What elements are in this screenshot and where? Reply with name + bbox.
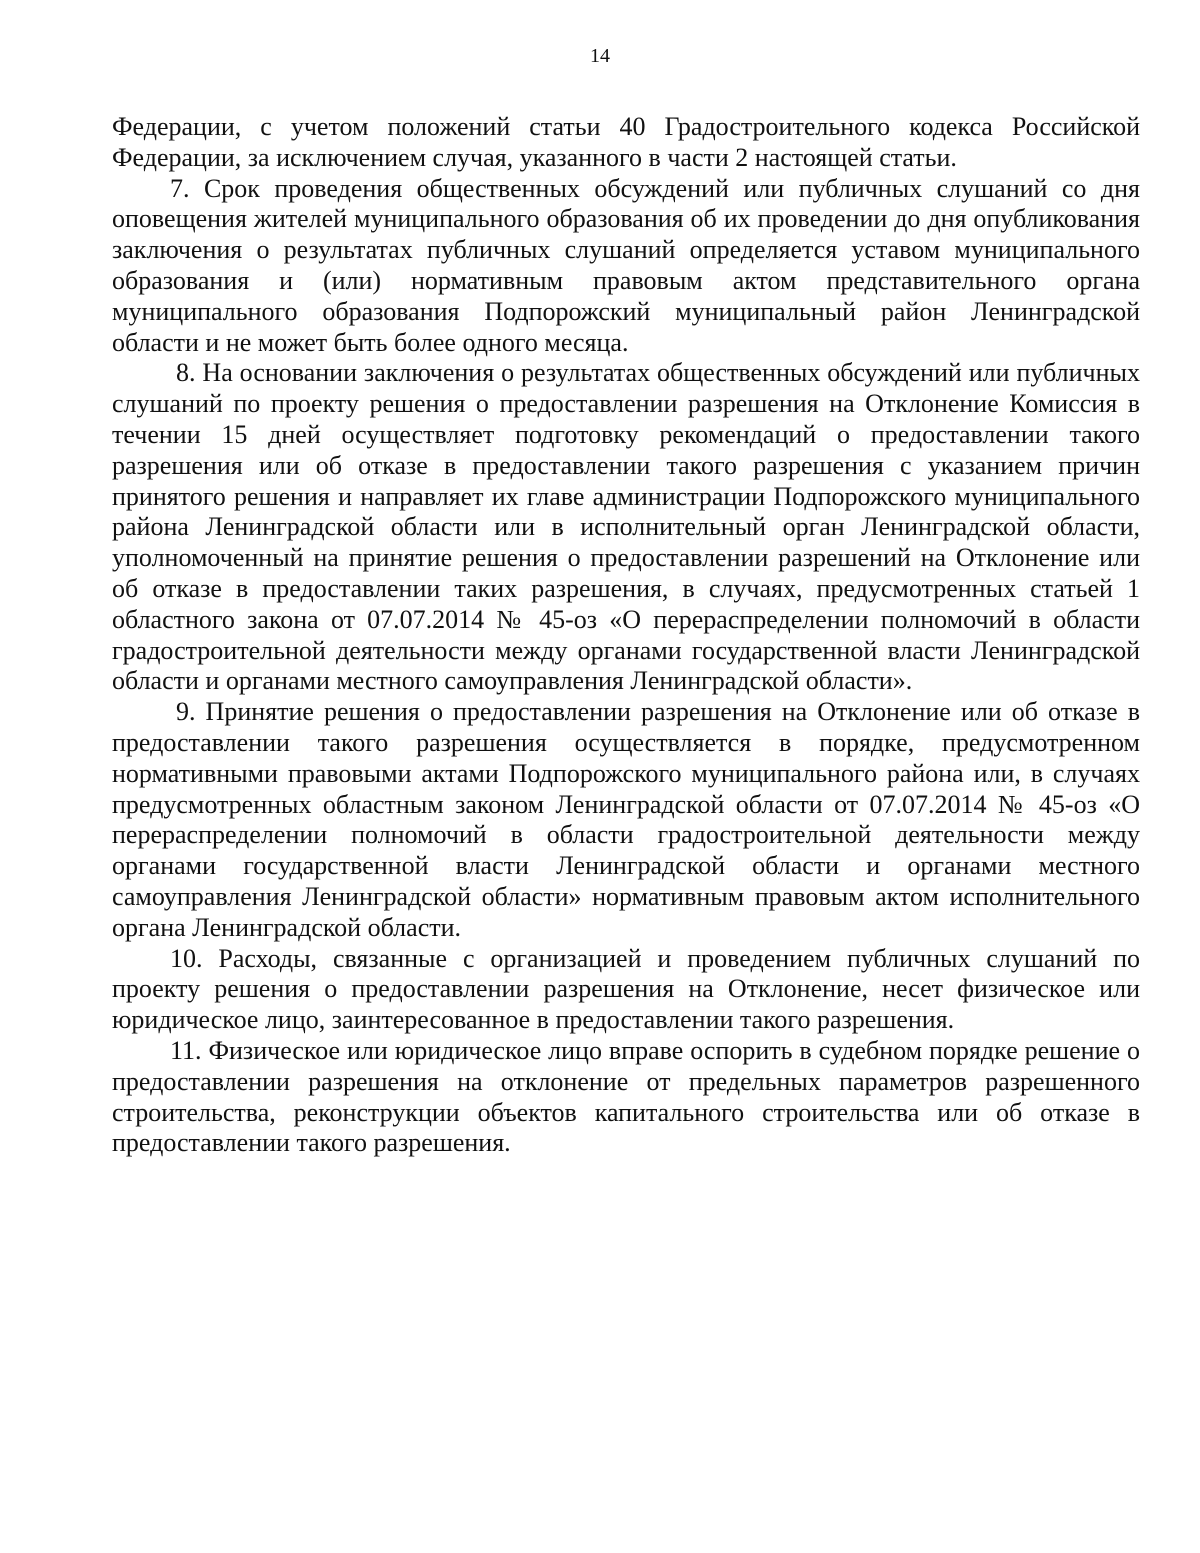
paragraph-item-8: 8. На основании заключения о результатах общественных обсуждений или публичных слушаний по проекту решения о предоставлении разрешения на Отклонение Комиссия в течении 15 дней осуществляет подготовку рекомендаций о предоставлении такого разрешения или об отказе в предоставлении такого разрешения с указанием причин принятого решения и направляет их главе администрации Подпорожского муниципального района Ленинградской области или в исполнительный орган Ленинградской области, уполномоченный на принятие решения о предоставлении разрешений на Отклонение или об отказе в предоставлении таких разрешения, в случаях, предусмотренных статьей 1 областного закона от 07.07.2014 № 45-оз «О перераспределении полномочий в области градостроительной деятельности между органами государственной власти Ленинградской области и органами местного самоуправления Ленинградской области». bbox=[112, 358, 1140, 696]
paragraph-item-7: 7. Срок проведения общественных обсуждений или публичных слушаний со дня оповещения жителей муниципального образования об их проведении до дня опубликования заключения о результатах публичных слушаний определяется уставом муниципального образования и (или) нормативным правовым актом представительного органа муниципального образования Подпорожский муниципальный район Ленинградской области и не может быть более одного месяца. bbox=[112, 173, 1140, 357]
paragraph-item-9: 9. Принятие решения о предоставлении разрешения на Отклонение или об отказе в предоставлении такого разрешения осуществляется в порядке, предусмотренном нормативными правовыми актами Подпорожского муниципального района или, в случаях предусмотренных областным законом Ленинградской области от 07.07.2014 № 45-оз «О перераспределении полномочий в области градостроительной деятельности между органами государственной власти Ленинградской области и органами местного самоуправления Ленинградской области» нормативным правовым актом исполнительного органа Ленинградской области. bbox=[112, 697, 1140, 942]
document-body bbox=[112, 112, 1140, 1159]
paragraph-item-10: 10. Расходы, связанные с организацией и проведением публичных слушаний по проекту решения о предоставлении разрешения на Отклонение, несет физическое или юридическое лицо, заинтересованное в предоставлении такого разрешения. bbox=[112, 943, 1140, 1035]
paragraph-item-11: 11. Физическое или юридическое лицо вправе оспорить в судебном порядке решение о предоставлении разрешения на отклонение от предельных параметров разрешенного строительства, реконструкции объектов капитального строительства или об отказе в предоставлении такого разрешения. bbox=[112, 1035, 1140, 1158]
page-number: 14 bbox=[590, 45, 610, 67]
paragraph-continuation: Федерации, с учетом положений статьи 40 Градостроительного кодекса Российской Федерации, за исключением случая, указанного в части 2 настоящей статьи. bbox=[112, 112, 1140, 172]
